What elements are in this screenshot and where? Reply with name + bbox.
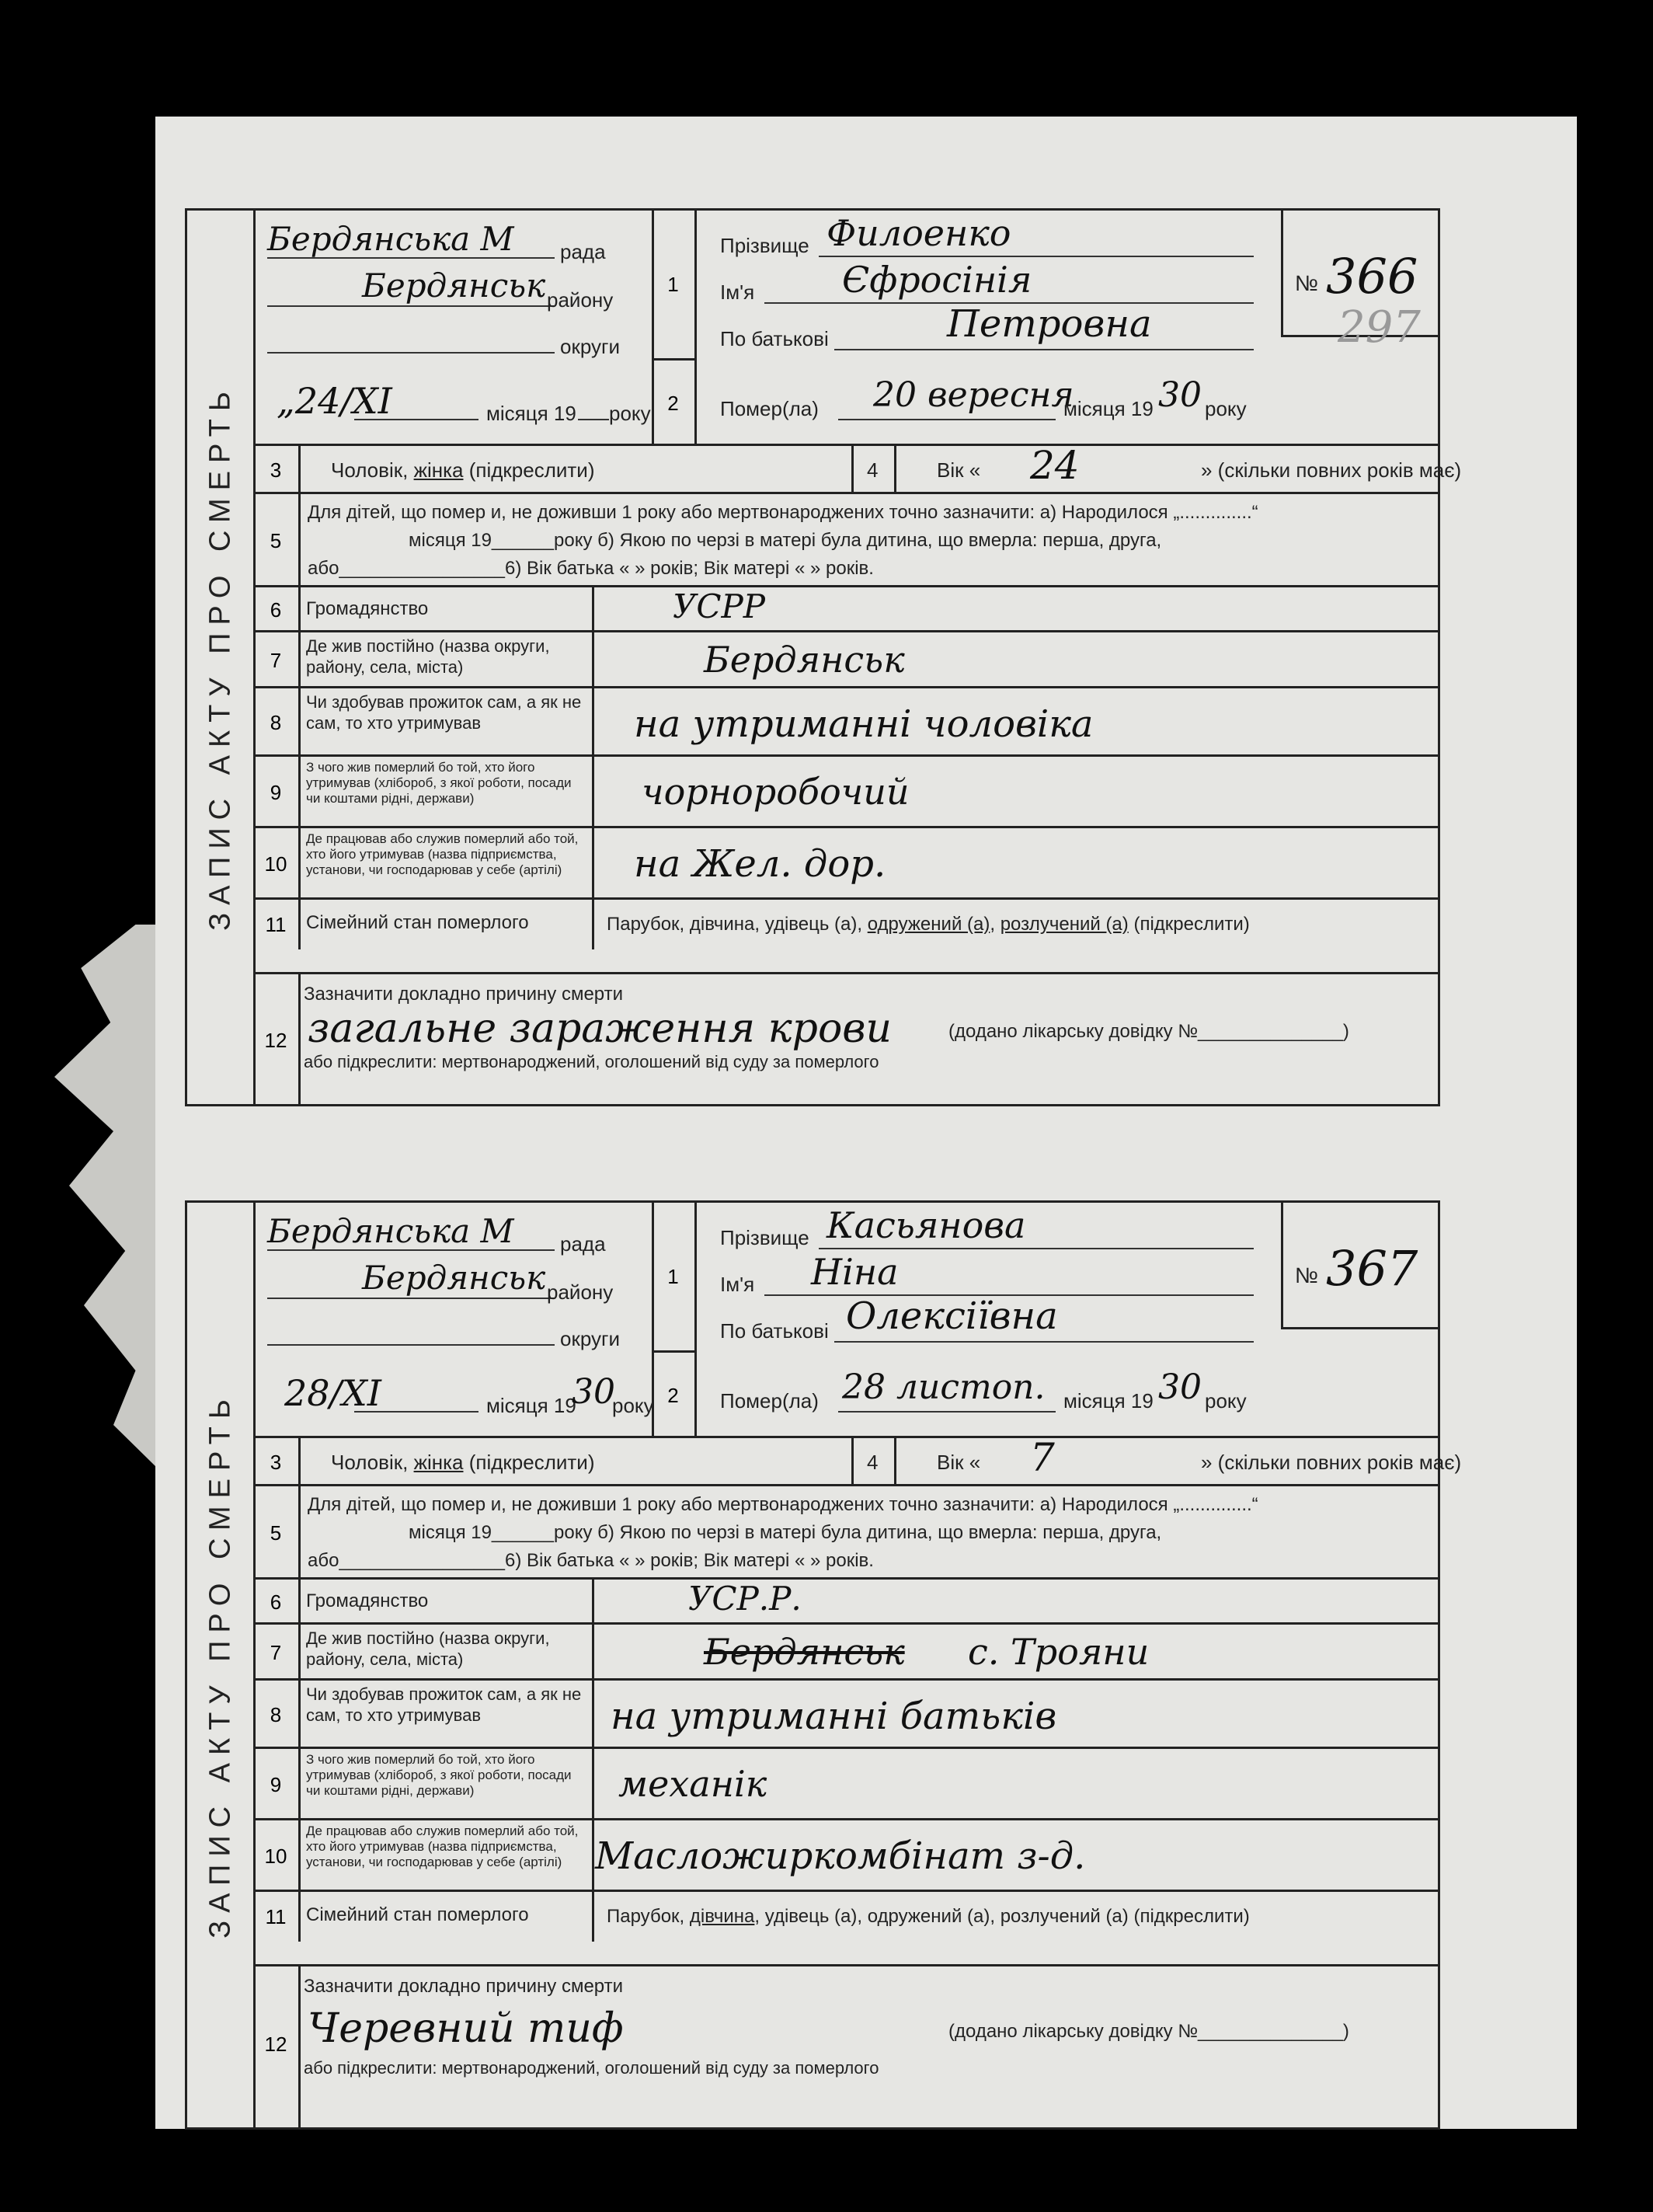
residence-value: с. Трояни xyxy=(968,1631,1150,1673)
age-value: 7 xyxy=(1030,1435,1055,1480)
cause-note: (додано лікарську довідку №______________) xyxy=(948,1021,1349,1042)
age-suffix: » (скільки повних років має) xyxy=(1201,458,1462,482)
age-label: Вік « xyxy=(937,458,981,482)
raion-value: Бердянськ xyxy=(362,266,546,305)
cause-label: Зазначити докладно причину смерти xyxy=(304,1976,624,1997)
children-line-2: місяця 19______року б) Якою по черзі в матері була дитина, що вмерла: перша, друга, xyxy=(409,530,1162,551)
death-year-value: 30 xyxy=(1158,375,1202,415)
surname-label: Прізвище xyxy=(720,1226,809,1249)
year-label: року xyxy=(609,402,651,425)
workplace-label: Де працював або служив померлий або той, хто його утримував (назва підприємства, установи, чи господарював у себе (артілі) xyxy=(306,831,579,877)
surname-value: Касьянова xyxy=(826,1204,1026,1246)
death-date-value: 20 вересня xyxy=(873,375,1074,415)
surname-label: Прізвище xyxy=(720,234,809,257)
children-line-2: місяця 19______року б) Якою по черзі в матері була дитина, що вмерла: перша, друга, xyxy=(409,1522,1162,1543)
marital-options: Парубок, дівчина, удівець (а), одружений (а), розлучений (а) (підкреслити) xyxy=(607,1906,1250,1927)
livelihood-value: на утриманні батьків xyxy=(611,1695,1057,1738)
death-month-label: місяця 19 xyxy=(1063,397,1154,420)
registry-header xyxy=(253,211,654,444)
cause-value: загальне зараження крови xyxy=(308,1005,893,1052)
number-symbol: № xyxy=(1295,1263,1319,1287)
sidebar xyxy=(187,211,256,1104)
livelihood-label: Чи здобував прожиток сам, а як не сам, то хто утримував xyxy=(306,1684,582,1725)
raion-value: Бердянськ xyxy=(362,1259,546,1297)
livelihood-value: на утриманні чоловіка xyxy=(634,702,1094,746)
age-value: 24 xyxy=(1030,443,1080,488)
residence-struck-value: Бердянськ xyxy=(704,1631,905,1673)
patronymic-label: По батькові xyxy=(720,327,829,350)
citizenship-value: УСРР xyxy=(673,587,766,625)
okruhy-label: округи xyxy=(560,335,621,358)
children-row: 5 Для дітей, що помер и, не доживши 1 року або мертвонароджених точно зазначити: а) Народилося „..............“ місяця 19______року б) Якою по черзі в матері була дитина, що вмерла: перша, друга, або________________6) Вік батька « » років; Вік матері « » років. xyxy=(253,492,1438,587)
name-label: Ім'я xyxy=(720,280,755,304)
occupation-value: механік xyxy=(618,1763,767,1805)
rada-label: рада xyxy=(560,1232,606,1256)
death-year-label: року xyxy=(1205,1389,1247,1413)
name-label: Ім'я xyxy=(720,1273,755,1296)
cause-note: (додано лікарську довідку №______________) xyxy=(948,2021,1349,2042)
number-symbol: № xyxy=(1295,271,1319,295)
patronymic-label: По батькові xyxy=(720,1319,829,1343)
sidebar-title: ЗАПИС АКТУ ПРО СМЕРТЬ xyxy=(204,384,236,931)
children-line-3: або________________6) Вік батька « » років; Вік матері « » років. xyxy=(308,1550,874,1571)
children-line-1: Для дітей, що помер и, не доживши 1 року або мертвонароджених точно зазначити: а) Народилося „..............“ xyxy=(308,502,1258,523)
citizenship-row: 6 Громадянство УСР.Р. xyxy=(253,1577,1438,1625)
month-label: місяця 19 xyxy=(486,402,576,425)
citizenship-label: Громадянство xyxy=(306,1590,429,1611)
surname-value: Филоенко xyxy=(826,212,1011,254)
workplace-value: Масложиркомбінат з-д. xyxy=(595,1834,1086,1878)
record-number-box xyxy=(1281,1203,1440,1329)
residence-row: 7 Де жив постійно (назва округи, району, села, міста) Бердянськ с. Трояни xyxy=(253,1622,1438,1681)
occupation-label: З чого жив померлий бо той, хто його утримував (хлібороб, з якої роботи, посади чи коштами рідні, держави) xyxy=(306,1752,572,1798)
marital-options: Парубок, дівчина, удівець (а), одружений (а), розлучений (а) (підкреслити) xyxy=(607,914,1250,935)
citizenship-label: Громадянство xyxy=(306,598,429,619)
occupation-label: З чого жив померлий бо той, хто його утримував (хлібороб, з якої роботи, посади чи коштами рідні, держави) xyxy=(306,760,572,806)
marital-row: 11 Сімейний стан померлого Парубок, дівчина, удівець (а), одружений (а), розлучений (а) (підкреслити) xyxy=(253,897,1438,949)
rada-value: Бердянська М xyxy=(267,220,514,258)
deceased-header: 1 2 Прізвище Касьянова Ім'я Ніна По батькові Олексіївна Помер(ла) 28 листоп. місяця 19 30 року xyxy=(652,1203,1281,1436)
marital-label: Сімейний стан померлого xyxy=(306,1904,529,1925)
livelihood-row: 8 Чи здобував прожиток сам, а як не сам, то хто утримував на утриманні чоловіка xyxy=(253,686,1438,757)
marital-row: 11 Сімейний стан померлого Парубок, дівчина, удівець (а), одружений (а), розлучений (а) (підкреслити) xyxy=(253,1890,1438,1942)
record-number: 366 xyxy=(1326,248,1418,305)
residence-row: 7 Де жив постійно (назва округи, району, села, міста) Бердянськ xyxy=(253,630,1438,688)
pencil-number: 297 xyxy=(1338,302,1421,353)
livelihood-label: Чи здобував прожиток сам, а як не сам, то хто утримував xyxy=(306,692,582,733)
cause-value: Черевний тиф xyxy=(308,2005,624,2052)
registration-year: 30 xyxy=(572,1372,615,1412)
age-suffix: » (скільки повних років має) xyxy=(1201,1451,1462,1474)
residence-label: Де жив постійно (назва округи, району, села, міста) xyxy=(306,636,550,677)
raion-label: району xyxy=(547,288,614,312)
registry-header xyxy=(253,1203,654,1436)
citizenship-value: УСР.Р. xyxy=(688,1580,802,1618)
rada-value: Бердянська М xyxy=(267,1212,514,1250)
children-row: 5 Для дітей, що помер и, не доживши 1 року або мертвонароджених точно зазначити: а) Народилося „..............“ місяця 19______року б) Якою по черзі в матері була дитина, що вмерла: перша, друга, або________________6) Вік батька « » років; Вік матері « » років. xyxy=(253,1484,1438,1580)
patronymic-value: Петровна xyxy=(947,302,1152,346)
sex-age-row: 3 Чоловік, жінка (підкреслити) 4 Вік « 7 » (скільки повних років має) xyxy=(253,1436,1438,1486)
age-label: Вік « xyxy=(937,1451,981,1474)
record-number: 367 xyxy=(1326,1240,1418,1297)
sidebar xyxy=(187,1203,256,2127)
sex-field: Чоловік, жінка (підкреслити) xyxy=(331,1451,595,1474)
death-date-label: Помер(ла) xyxy=(720,1389,819,1413)
cause-alternative: або підкреслити: мертвонароджений, оголошений від суду за померлого xyxy=(304,2058,879,2078)
year-label: року xyxy=(612,1394,654,1417)
death-year-value: 30 xyxy=(1158,1367,1202,1407)
residence-label: Де жив постійно (назва округи, району, села, міста) xyxy=(306,1629,550,1669)
occupation-row: 9 З чого жив померлий бо той, хто його утримував (хлібороб, з якої роботи, посади чи коштами рідні, держави) механік xyxy=(253,1747,1438,1820)
sidebar-title: ЗАПИС АКТУ ПРО СМЕРТЬ xyxy=(204,1392,236,1939)
occupation-value: чорноробочий xyxy=(642,771,910,813)
record-number-box xyxy=(1281,211,1440,353)
workplace-label: Де працював або служив померлий або той, хто його утримував (назва підприємства, установи, чи господарював у себе (артілі) xyxy=(306,1824,579,1869)
citizenship-row: 6 Громадянство УСРР xyxy=(253,585,1438,632)
deceased-header: 1 2 Прізвище Филоенко Ім'я Єфросінія По батькові Петровна Помер(ла) 20 вересня місяця 19 30 року xyxy=(652,211,1281,444)
occupation-row: 9 З чого жив померлий бо той, хто його утримував (хлібороб, з якої роботи, посади чи коштами рідні, держави) чорноробочий xyxy=(253,754,1438,828)
okruhy-label: округи xyxy=(560,1327,621,1350)
patronymic-value: Олексіївна xyxy=(846,1294,1058,1338)
livelihood-row: 8 Чи здобував прожиток сам, а як не сам, то хто утримував на утриманні батьків xyxy=(253,1678,1438,1749)
death-year-label: року xyxy=(1205,397,1247,420)
cause-row: 12 Зазначити докладно причину смерти Черевний тиф (додано лікарську довідку №______________) або підкреслити: мертвонароджений, оголошений від суду за померлого xyxy=(253,1964,1438,2130)
workplace-row: 10 Де працював або служив померлий або той, хто його утримував (назва підприємства, установи, чи господарював у себе (артілі) Масложиркомбінат з-д. xyxy=(253,1818,1438,1892)
death-date-label: Помер(ла) xyxy=(720,397,819,420)
death-date-value: 28 листоп. xyxy=(842,1367,1046,1407)
death-record-form-1 xyxy=(185,208,1462,1106)
name-value: Ніна xyxy=(811,1251,899,1293)
document-page xyxy=(155,117,1577,2129)
residence-value: Бердянськ xyxy=(704,639,905,681)
sex-field: Чоловік, жінка (підкреслити) xyxy=(331,458,595,482)
name-value: Єфросінія xyxy=(842,259,1032,301)
death-record-form-2 xyxy=(185,1200,1462,2130)
month-label: місяця 19 xyxy=(486,1394,576,1417)
cause-label: Зазначити докладно причину смерти xyxy=(304,984,624,1005)
rada-label: рада xyxy=(560,240,606,263)
registration-date: 28/XI xyxy=(284,1372,381,1414)
cause-row: 12 Зазначити докладно причину смерти загальне зараження крови (додано лікарську довідку №______________) або підкреслити: мертвонароджений, оголошений від суду за померлого xyxy=(253,972,1438,1106)
marital-label: Сімейний стан померлого xyxy=(306,912,529,933)
death-month-label: місяця 19 xyxy=(1063,1389,1154,1413)
children-line-3: або________________6) Вік батька « » років; Вік матері « » років. xyxy=(308,558,874,579)
workplace-value: на Жел. дор. xyxy=(634,842,886,886)
cause-alternative: або підкреслити: мертвонароджений, оголошений від суду за померлого xyxy=(304,1052,879,1071)
sex-age-row: 3 Чоловік, жінка (підкреслити) 4 Вік « 24 » (скільки повних років має) xyxy=(253,444,1438,494)
registration-date: „24/XI xyxy=(277,380,392,422)
workplace-row: 10 Де працював або служив померлий або той, хто його утримував (назва підприємства, установи, чи господарював у себе (артілі) на Жел. дор. xyxy=(253,826,1438,900)
children-line-1: Для дітей, що помер и, не доживши 1 року або мертвонароджених точно зазначити: а) Народилося „..............“ xyxy=(308,1494,1258,1515)
raion-label: району xyxy=(547,1280,614,1304)
